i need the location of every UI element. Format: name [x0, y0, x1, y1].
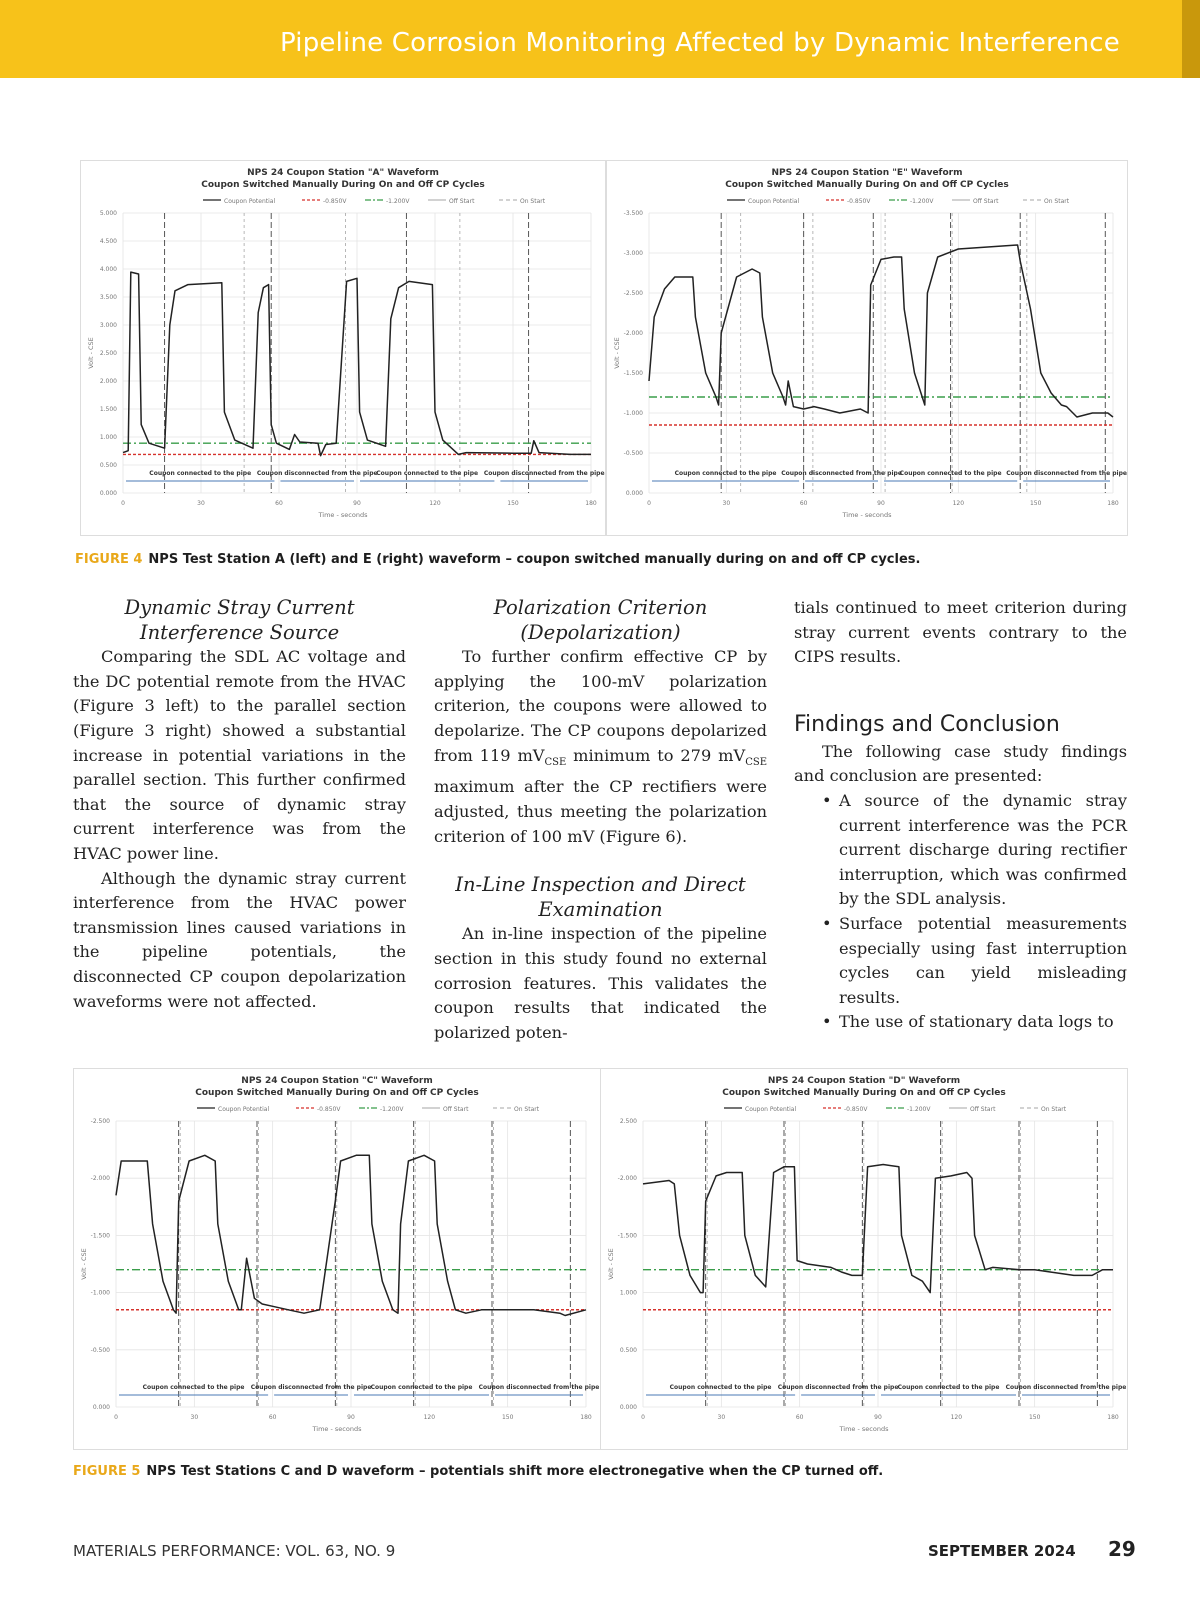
findings-list [794, 789, 1127, 1035]
legend-label: -1.200V [907, 1106, 931, 1113]
col2-p1-part-c: maximum after the CP rectifiers were adjusted, thus meeting the polarization criterion of 100 mV (Figure 6). [434, 777, 767, 846]
y-tick-label: -2.500 [90, 1118, 110, 1125]
y-tick-label: 3.000 [99, 322, 117, 329]
page-number: 29 [1108, 1537, 1136, 1561]
chart-subtitle: Coupon Switched Manually During On and Off CP Cycles [725, 180, 1009, 190]
x-tick-label: 150 [501, 1414, 514, 1421]
x-tick-label: 90 [877, 500, 885, 507]
x-tick-label: 120 [429, 500, 441, 507]
x-tick-label: 60 [799, 500, 808, 507]
subscript-cse-1: CSE [544, 756, 567, 768]
y-tick-label: 0.500 [619, 1346, 637, 1354]
y-tick-label: -1.500 [623, 370, 643, 377]
annotation-label: Coupon connected to the pipe [370, 1384, 473, 1391]
x-tick-label: 0 [647, 500, 651, 507]
x-tick-label: 60 [268, 1414, 277, 1421]
chart-station-d-svg [601, 1069, 1127, 1449]
y-tick-label: -3.000 [623, 250, 643, 257]
x-tick-label: 180 [1107, 1414, 1119, 1421]
x-tick-label: 150 [1029, 500, 1042, 507]
chart-station-a [80, 160, 606, 536]
chart-title: NPS 24 Coupon Station "C" Waveform [241, 1076, 433, 1086]
x-tick-label: 120 [950, 1414, 963, 1421]
chart-station-e-svg [607, 161, 1127, 535]
y-tick-label: 1.000 [619, 1289, 637, 1297]
legend-label: Off Start [449, 198, 475, 205]
col2-paragraph-2: An in-line inspection of the pipeline section in this study found no external corrosion features. This validates the coupon results that indicated the polarized poten- [434, 924, 767, 1042]
chart-station-a-svg [81, 161, 605, 535]
annotation-label: Coupon disconnected from the pipe [256, 470, 378, 477]
chart-title: NPS 24 Coupon Station "E" Waveform [771, 168, 963, 178]
x-tick-label: 90 [874, 1414, 882, 1421]
legend-label: -0.850V [847, 198, 871, 205]
x-tick-label: 120 [952, 500, 965, 507]
heading-polarization-criterion: Polarization Criterion (Depolarization) [493, 596, 708, 644]
x-tick-label: 0 [121, 500, 125, 507]
x-tick-label: 60 [275, 500, 283, 507]
y-axis-label: Volt - CSE [87, 337, 95, 369]
heading-dynamic-stray-current: Dynamic Stray Current Interference Source [124, 596, 355, 644]
chart-subtitle: Coupon Switched Manually During On and Off CP Cycles [201, 180, 485, 190]
y-tick-label: 1.000 [99, 434, 117, 441]
finding-item: • A source of the dynamic stray current interference was the PCR current discharge during rectifier interruption, which was confirmed by the SDL analysis. [794, 789, 1127, 912]
col1-paragraph-2: Although the dynamic stray current interference from the HVAC power transmission lines caused variations in the pipeline potentials, the disconnected CP coupon depolarization waveforms were not affected. [73, 868, 406, 1011]
legend-label: On Start [1041, 1106, 1067, 1113]
col3-paragraph-0: tials continued to meet criterion during stray current events contrary to the CIPS results. [794, 598, 1127, 667]
legend-label: -0.850V [323, 198, 347, 205]
x-tick-label: 90 [353, 500, 361, 507]
x-tick-label: 150 [507, 500, 519, 507]
figure-5-text: NPS Test Stations C and D waveform – potentials shift more electronegative when the CP turned off. [146, 1464, 884, 1479]
y-tick-label: 0.000 [92, 1404, 110, 1411]
legend-label: On Start [1044, 198, 1070, 205]
y-tick-label: -0.500 [623, 450, 643, 457]
legend-label: Off Start [443, 1106, 469, 1113]
y-tick-label: 5.000 [99, 210, 117, 217]
annotation-label: Coupon connected to the pipe [142, 1384, 245, 1391]
x-tick-label: 30 [197, 500, 205, 507]
column-1 [73, 596, 406, 1014]
col2-p1-part-b: minimum to 279 mV [566, 745, 746, 765]
header-edge [1182, 0, 1200, 78]
y-tick-label: -1.000 [90, 1289, 110, 1297]
x-axis-label: Time - seconds [839, 1425, 889, 1433]
y-axis-label: Volt - CSE [613, 337, 621, 369]
legend-label: Coupon Potential [218, 1106, 270, 1113]
y-tick-label: 0.000 [625, 490, 643, 497]
x-tick-label: 30 [722, 500, 731, 507]
col1-paragraph-1: Comparing the SDL AC voltage and the DC potential remote from the HVAC (Figure 3 left) to the parallel section (Figure 3 right) showed a substantial increase in potential variations in the parallel section. This further confirmed that the source of dynamic stray current interference was from the HVAC power line. [73, 647, 406, 863]
legend-label: Coupon Potential [224, 198, 276, 205]
chart-station-c-svg [74, 1069, 600, 1449]
y-tick-label: 2.500 [99, 350, 117, 357]
heading-inline-inspection: In-Line Inspection and Direct Examination [455, 873, 746, 921]
legend-label: -1.200V [910, 198, 934, 205]
legend-label: Off Start [970, 1106, 996, 1113]
y-tick-label: -0.500 [90, 1346, 110, 1354]
annotation-label: Coupon connected to the pipe [897, 1384, 1000, 1391]
y-tick-label: 2.000 [99, 378, 117, 385]
x-axis-label: Time - seconds [312, 1425, 362, 1433]
legend-label: -1.200V [386, 198, 410, 205]
chart-subtitle: Coupon Switched Manually During On and Off CP Cycles [722, 1088, 1006, 1098]
y-tick-label: 3.500 [99, 294, 117, 301]
y-tick-label: 4.000 [99, 266, 117, 273]
x-tick-label: 90 [347, 1414, 355, 1421]
annotation-label: Coupon connected to the pipe [674, 470, 777, 477]
y-tick-label: -1.500 [617, 1232, 637, 1240]
figure-4-text: NPS Test Station A (left) and E (right) waveform – coupon switched manually during on and off CP cycles. [148, 552, 921, 567]
x-tick-label: 180 [580, 1414, 592, 1421]
legend-label: -1.200V [380, 1106, 404, 1113]
chart-title: NPS 24 Coupon Station "D" Waveform [767, 1076, 961, 1086]
annotation-label: Coupon connected to the pipe [376, 470, 479, 477]
y-tick-label: -3.500 [623, 210, 643, 217]
figure-4-label: FIGURE 4 [75, 552, 143, 567]
finding-item: • Surface potential measurements especially using fast interruption cycles can yield misleading results. [794, 912, 1127, 1010]
y-tick-label: -2.000 [90, 1175, 110, 1183]
chart-title: NPS 24 Coupon Station "A" Waveform [247, 168, 439, 178]
heading-findings-conclusion: Findings and Conclusion [794, 711, 1060, 737]
y-axis-label: Volt - CSE [607, 1248, 615, 1280]
x-tick-label: 120 [423, 1414, 436, 1421]
legend-label: -0.850V [844, 1106, 868, 1113]
chart-subtitle: Coupon Switched Manually During On and Off CP Cycles [195, 1088, 479, 1098]
chart-station-c [73, 1068, 601, 1450]
x-tick-label: 0 [114, 1414, 118, 1421]
x-tick-label: 30 [190, 1414, 199, 1421]
figure-4-caption [75, 552, 920, 567]
legend-label: On Start [514, 1106, 540, 1113]
y-tick-label: 1.500 [99, 406, 117, 413]
col2-paragraph-1 [434, 645, 767, 849]
y-tick-label: 0.000 [99, 490, 117, 497]
legend-label: Coupon Potential [745, 1106, 797, 1113]
annotation-label: Coupon disconnected from the pipe [478, 1384, 600, 1391]
annotation-label: Coupon disconnected from the pipe [781, 470, 902, 477]
legend-label: -0.850V [317, 1106, 341, 1113]
y-tick-label: -2.000 [617, 1175, 637, 1183]
annotation-label: Coupon disconnected from the pipe [777, 1384, 899, 1391]
annotation-label: Coupon disconnected from the pipe [1006, 470, 1127, 477]
y-tick-label: -2.000 [623, 330, 643, 337]
x-tick-label: 150 [1028, 1414, 1041, 1421]
annotation-label: Coupon disconnected from the pipe [1005, 1384, 1127, 1391]
y-tick-label: 0.500 [99, 462, 117, 469]
figure-5-caption [73, 1464, 883, 1479]
subscript-cse-2: CSE [745, 756, 767, 768]
y-tick-label: -1.500 [90, 1232, 110, 1240]
annotation-label: Coupon disconnected from the pipe [250, 1384, 372, 1391]
y-tick-label: 4.500 [99, 238, 117, 245]
legend-label: Coupon Potential [748, 198, 800, 205]
col3-paragraph-1: The following case study findings and conclusion are presented: [794, 741, 1127, 786]
y-tick-label: -2.500 [623, 290, 643, 297]
annotation-label: Coupon connected to the pipe [669, 1384, 772, 1391]
footer-date: SEPTEMBER 2024 [928, 1542, 1076, 1560]
y-axis-label: Volt - CSE [80, 1248, 88, 1280]
annotation-label: Coupon connected to the pipe [149, 470, 252, 477]
x-tick-label: 60 [795, 1414, 804, 1421]
column-3 [794, 596, 1127, 1035]
x-tick-label: 180 [585, 500, 597, 507]
chart-station-e [606, 160, 1128, 536]
legend-label: On Start [520, 198, 546, 205]
finding-item: • The use of stationary data logs to [794, 1010, 1127, 1035]
x-tick-label: 180 [1107, 500, 1119, 507]
x-axis-label: Time - seconds [842, 511, 892, 519]
figure-5-label: FIGURE 5 [73, 1464, 141, 1479]
x-axis-label: Time - seconds [318, 511, 368, 519]
legend-label: Off Start [973, 198, 999, 205]
y-tick-label: 0.000 [619, 1404, 637, 1411]
running-header-title: Pipeline Corrosion Monitoring Affected by Dynamic Interference [279, 28, 1120, 58]
column-2 [434, 596, 767, 1045]
x-tick-label: 30 [717, 1414, 726, 1421]
annotation-label: Coupon connected to the pipe [899, 470, 1002, 477]
y-tick-label: -1.000 [623, 410, 643, 417]
annotation-label: Coupon disconnected from the pipe [483, 470, 605, 477]
chart-station-d [600, 1068, 1128, 1450]
col2-p1-part-a: To further confirm effective CP by applying the 100-mV polarization criterion, the coupons were allowed to depolarize. The CP coupons depolarized from 119 mV [434, 647, 767, 765]
x-tick-label: 0 [641, 1414, 645, 1421]
footer-journal: MATERIALS PERFORMANCE: VOL. 63, NO. 9 [73, 1542, 396, 1560]
y-tick-label: 2.500 [619, 1118, 637, 1125]
